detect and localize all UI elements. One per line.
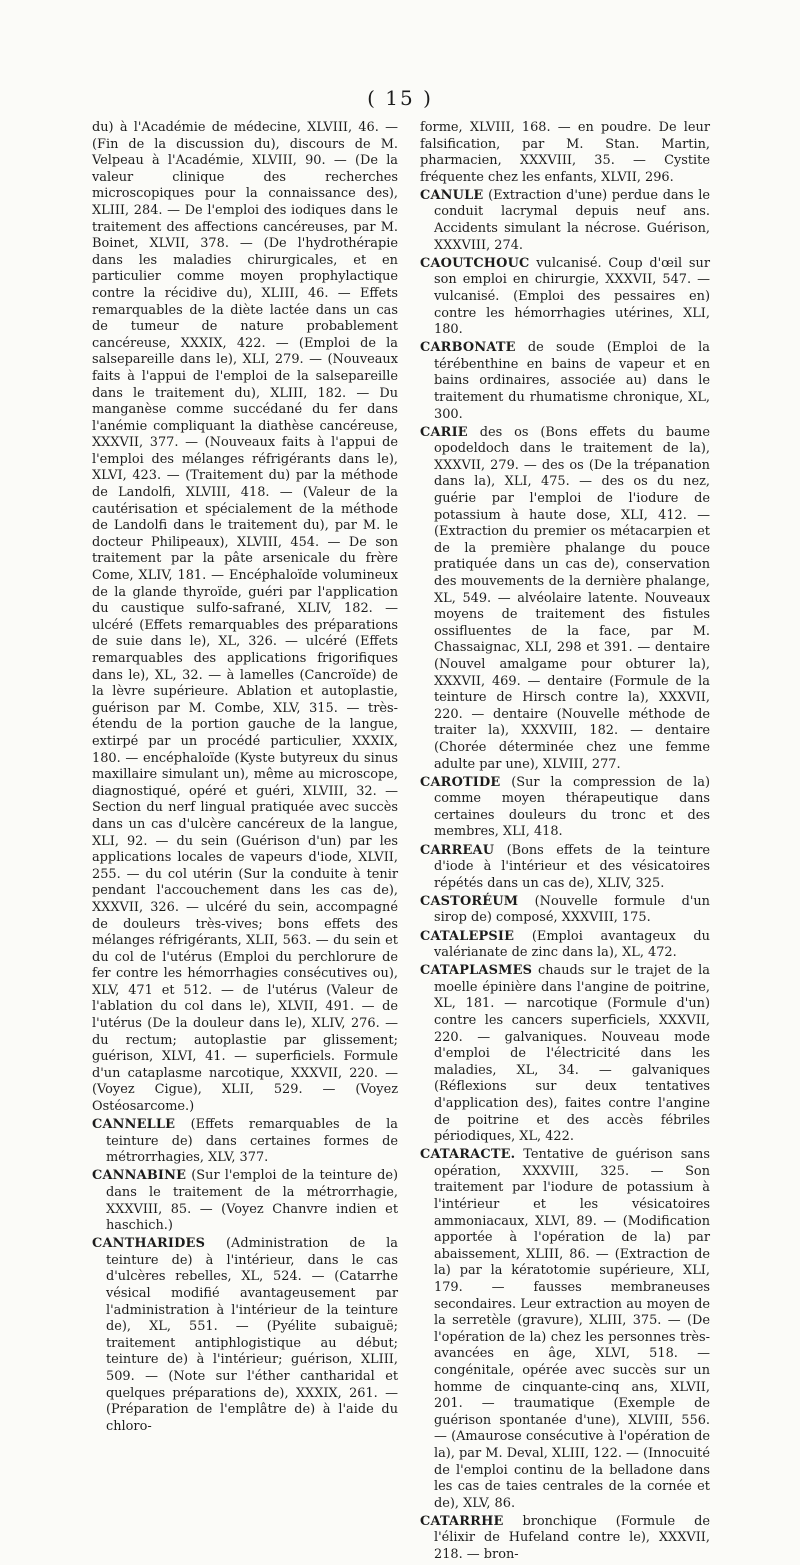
entry-headword: CARREAU bbox=[420, 842, 495, 858]
entry-headword: CARIE bbox=[420, 424, 468, 440]
entry-headword: CANTHARIDES bbox=[92, 1236, 206, 1252]
entry-text: (Administration de la teinture de) à l'intérieur, dans le cas d'ulcères rebelles, XL, 524. — (Catarrhe vésical modifié avantageusement par l'administration à l'intérieur de la teinture de), XL, 551. — (Pyélite subaiguë; traitement antiphlogistique au début; teinture de) à l'intérieur; guérison, XLIII, 509. — (Note sur l'éther cantharidal et quelques préparations de), XXXIX, 261. — (Préparation de l'emplâtre de) à l'aide du chloro- bbox=[106, 1236, 398, 1434]
right-column bbox=[420, 120, 710, 1565]
index-entry bbox=[92, 1236, 398, 1435]
entry-headword: CATAPLASMES bbox=[420, 963, 533, 979]
entry-text: du) à l'Académie de médecine, XLVIII, 46. — (Fin de la discussion du), discours de M. Velpeau à l'Académie, XLVIII, 90. — (De la valeur clinique des recherches microscopiques pour la connaissance des), XLIII, 284. — De l'emploi des iodiques dans le traitement des affections cancéreuses, par M. Boinet, XLVII, 378. — (De l'hydrothérapie dans les maladies chirurgicales, et en particulier comme moyen prophylactique contre la récidive du), XLIII, 46. — Effets remarquables de la diète lactée dans un cas de tumeur de nature probablement cancéreuse, XXXIX, 422. — (Emploi de la salsepareille dans le), XLI, 279. — (Nouveaux faits à l'appui de l'emploi de la salsepareille dans le traitement du), XLIII, 182. — Du manganèse comme succédané du fer dans l'anémie compliquant la diathèse cancéreuse, XXXVII, 377. — (Nouveaux faits à l'appui de l'emploi des mélanges réfrigérants dans le), XLVI, 423. — (Traitement du) par la méthode de Landolfi, XLVIII, 418. — (Valeur de la cautérisation et spécialement de la méthode de Landolfi dans le traitement du), par M. le docteur Philipeaux), XLVIII, 454. — De son traitement par la pâte arsenicale du frère Come, XLIV, 181. — Encéphaloïde volumineux de la glande thyroïde, guéri par l'application du caustique sulfo-safrané, XLIV, 182. — ulcéré (Effets remarquables des préparations de suie dans le), XL, 326. — ulcéré (Effets remarquables des applications frigorifiques dans le), XL, 32. — à lamelles (Cancroïde) de la lèvre supérieure. Ablation et autoplastie, guérison par M. Combe, XLV, 315. — très-étendu de la portion gauche de la langue, extirpé par un procédé particulier, XXXIX, 180. — encéphaloïde (Kyste butyreux du sinus maxillaire simulant un), même au microscope, diagnostiqué, opéré et guéri, XLVIII, 32. — Section du nerf lingual pratiquée avec succès dans un cas d'ulcère cancéreux de la langue, XLI, 92. — du sein (Guérison d'un) par les applications locales de vapeurs d'iode, XLVII, 255. — du col utérin (Sur la conduite à tenir pendant l'accouchement dans les cas de), XXXVII, 326. — ulcéré du sein, accompagné de douleurs très-vives; bons effets des mélanges réfrigérants, XLII, 563. — du sein et du col de l'utérus (Emploi du perchlorure de fer contre les hémorrhagies consécutives ou), XLV, 471 et 512. — de l'utérus (Valeur de l'ablation du col dans le), XLVII, 491. — de l'utérus (De la douleur dans le), XLIV, 276. — du rectum; autoplastie par glissement; guérison, XLVI, 41. — superficiels. Formule d'un cataplasme narcotique, XXXVII, 220. — (Voyez Cigue), XLII, 529. — (Voyez Ostéosarcome.) bbox=[92, 120, 398, 1115]
entry-text: de soude (Emploi de la térébenthine en bains de vapeur et en bains ordinaires, associée au) dans le traitement du rhumatisme chronique, XL, 300. bbox=[434, 340, 710, 422]
index-entry bbox=[420, 894, 710, 927]
entry-headword: CATARACTE. bbox=[420, 1147, 516, 1163]
index-entry bbox=[92, 1117, 398, 1167]
entry-text: (Extraction d'une) perdue dans le conduit lacrymal depuis neuf ans. Accidents simulant la nécrose. Guérison, XXXVIII, 274. bbox=[434, 187, 710, 253]
entry-text: (Nouvelle formule d'un sirop de) composé, XXXVIII, 175. bbox=[434, 893, 710, 926]
entry-headword: CARBONATE bbox=[420, 340, 516, 356]
index-entry bbox=[92, 1168, 398, 1234]
index-entry bbox=[420, 120, 710, 186]
index-entry bbox=[420, 843, 710, 893]
entry-headword: CATALEPSIE bbox=[420, 928, 515, 944]
entry-text: vulcanisé. Coup d'œil sur son emploi en chirurgie, XXXVII, 547. — vulcanisé. (Emploi des pessaires en) contre les hémorrhagies utérines, XLI, 180. bbox=[434, 255, 710, 338]
entry-text: Tentative de guérison sans opération, XXXVIII, 325. — Son traitement par l'iodure de potassium à l'intérieur et les vésicatoires ammoniacaux, XLVI, 89. — (Modification apportée à l'opération de la) par abaissement, XLIII, 86. — (Extraction de la) par la kératotomie supérieure, XLI, 179. — fausses membraneuses secondaires. Leur extraction au moyen de la serretèle (gravure), XLIII, 375. — (De l'opération de la) chez les personnes très-avancées en âge, XLVI, 518. — congénitale, opérée avec succès sur un homme de cinquante-cinq ans, XLVII, 201. — traumatique (Exemple de guérison spontanée d'une), XLVIII, 556. — (Amaurose consécutive à l'opération de la), par M. Deval, XLIII, 122. — (Innocuité de l'emploi continu de la belladone dans les cas de taies centrales de la cornée et de), XLV, 86. bbox=[434, 1147, 710, 1511]
entry-text: bronchique (Formule de l'élixir de Hufeland contre le), XXXVII, 218. — bron- bbox=[434, 1513, 710, 1562]
index-entry bbox=[420, 256, 710, 339]
entry-headword: CAOUTCHOUC bbox=[420, 255, 530, 271]
index-entry bbox=[420, 425, 710, 773]
index-entry bbox=[420, 963, 710, 1146]
index-entry bbox=[420, 188, 710, 254]
index-entry bbox=[92, 120, 398, 1116]
entry-text: forme, XLVIII, 168. — en poudre. De leur falsification, par M. Stan. Martin, pharmacien, XXXVIII, 35. — Cystite fréquente chez les enfants, XLVII, 296. bbox=[420, 120, 710, 185]
entry-text: (Emploi avantageux du valérianate de zinc dans la), XL, 472. bbox=[434, 928, 710, 961]
entry-headword: CANNELLE bbox=[92, 1117, 176, 1133]
entry-headword: CAROTIDE bbox=[420, 774, 501, 790]
index-entry bbox=[420, 775, 710, 841]
index-entry bbox=[420, 1514, 710, 1564]
index-entry bbox=[420, 340, 710, 423]
page-number: ( 15 ) bbox=[367, 86, 433, 110]
entry-text: des os (Bons effets du baume opodeldoch dans le traitement de la), XXXVII, 279. — des os (De la trépanation dans la), XLI, 475. — des os du nez, guérie par l'emploi de l'iodure de potassium à haute dose, XLI, 412. — (Extraction du premier os métacarpien et de la première phalange du pouce pratiquée dans un cas de), conservation des mouvements de la dernière phalange, XL, 549. — alvéolaire latente. Nouveaux moyens de traitement des fistules ossifluentes de la face, par M. Chassaignac, XLI, 298 et 391. — dentaire (Nouvel amalgame pour obturer la), XXXVII, 469. — dentaire (Formule de la teinture de Hirsch contre la), XXXVII, 220. — dentaire (Nouvelle méthode de traiter la), XXXVIII, 182. — dentaire (Chorée déterminée chez une femme adulte par une), XLVIII, 277. bbox=[434, 424, 710, 772]
entry-text: (Bons effets de la teinture d'iode à l'intérieur et des vésicatoires répétés dans un cas de), XLIV, 325. bbox=[434, 842, 710, 891]
left-column bbox=[92, 120, 398, 1437]
index-entry bbox=[420, 1147, 710, 1512]
index-entry bbox=[420, 929, 710, 962]
entry-text: (Sur l'emploi de la teinture de) dans le traitement de la métrorrhagie, XXXVIII, 85. — (Voyez Chanvre indien et haschich.) bbox=[106, 1168, 398, 1234]
entry-headword: CASTORÉUM bbox=[420, 893, 519, 909]
entry-text: chauds sur le trajet de la moelle épinière dans l'angine de poitrine, XL, 181. — narcotique (Formule d'un) contre les cancers superficiels, XXXVII, 220. — galvaniques. Nouveau mode d'emploi de l'électricité dans les maladies, XL, 34. — galvaniques (Réflexions sur deux tentatives d'application des), faites contre l'angine de poitrine et des accès fébriles périodiques, XL, 422. bbox=[434, 963, 710, 1145]
entry-text: (Sur la compression de la) comme moyen thérapeutique dans certaines douleurs du tronc et des membres, XLI, 418. bbox=[434, 774, 710, 840]
entry-headword: CANNABINE bbox=[92, 1168, 187, 1184]
entry-headword: CATARRHE bbox=[420, 1513, 504, 1529]
entry-headword: CANULE bbox=[420, 187, 484, 203]
entry-text: (Effets remarquables de la teinture de) dans certaines formes de métrorrhagies, XLV, 377. bbox=[106, 1117, 398, 1166]
